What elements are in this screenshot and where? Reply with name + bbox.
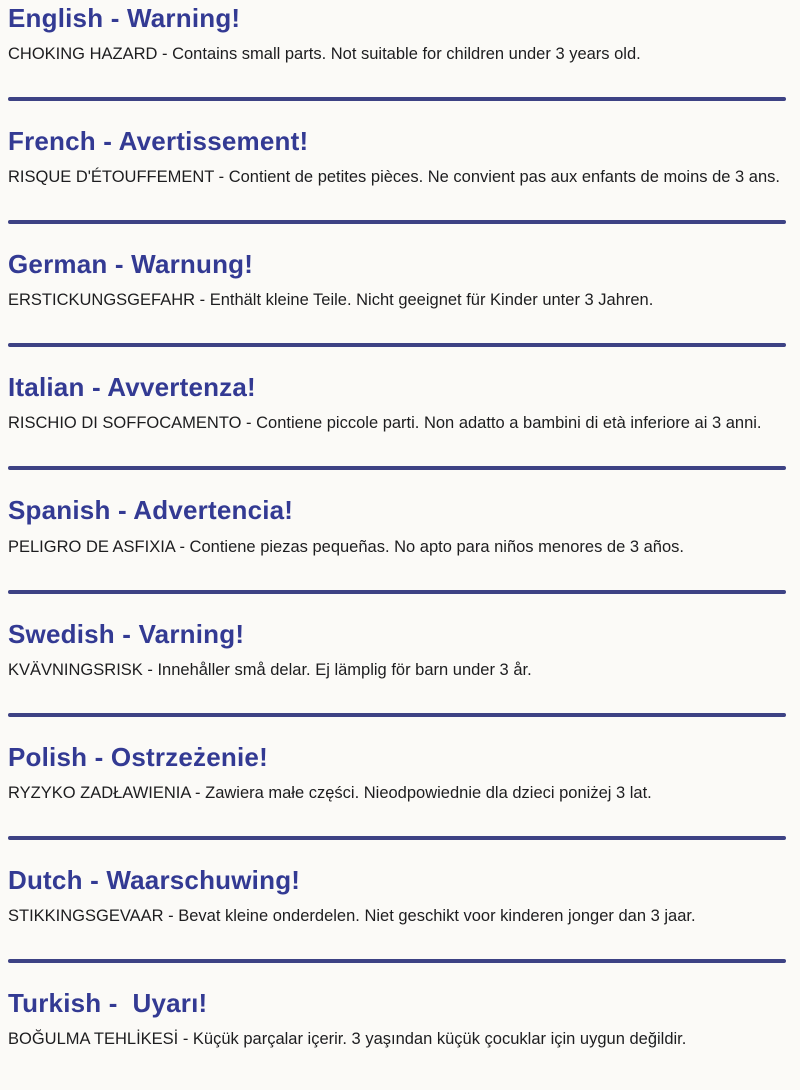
- section-heading-dutch: Dutch - Waarschuwing!: [8, 864, 301, 895]
- section-heading-german: German - Warnung!: [8, 249, 254, 280]
- warning-section-turkish: [8, 989, 788, 1052]
- warning-label-document: [8, 4, 788, 1052]
- section-heading-swedish: Swedish - Varning!: [8, 618, 245, 649]
- section-body-french: RISQUE D'ÉTOUFFEMENT - Contient de petites pièces. Ne convient pas aux enfants de moins de 3 ans.: [8, 168, 780, 187]
- section-body-turkish: BOĞULMA TEHLİKESİ - Küçük parçalar içerir. 3 yaşından küçük çocuklar için uygun değildir.: [8, 1029, 687, 1048]
- section-body-dutch: STIKKINGSGEVAAR - Bevat kleine onderdelen. Niet geschikt voor kinderen jonger dan 3 jaar.: [8, 906, 696, 925]
- section-heading-polish: Polish - Ostrzeżenie!: [8, 741, 268, 772]
- section-divider: [8, 97, 786, 101]
- warning-section-spanish: [8, 496, 788, 559]
- section-body-italian: RISCHIO DI SOFFOCAMENTO - Contiene piccole parti. Non adatto a bambini di età inferiore ai 3 anni.: [8, 414, 762, 433]
- section-divider: [8, 590, 786, 594]
- warning-section-french: [8, 127, 788, 190]
- section-heading-english: English - Warning!: [8, 3, 241, 33]
- section-divider: [8, 343, 786, 347]
- section-divider: [8, 959, 786, 963]
- section-heading-french: French - Avertissement!: [8, 126, 309, 157]
- section-body-spanish: PELIGRO DE ASFIXIA - Contiene piezas pequeñas. No apto para niños menores de 3 años.: [8, 537, 684, 556]
- section-body-german: ERSTICKUNGSGEFAHR - Enthält kleine Teile. Nicht geeignet für Kinder unter 3 Jahren.: [8, 291, 654, 310]
- warning-section-polish: [8, 743, 788, 806]
- section-divider: [8, 836, 786, 840]
- section-divider: [8, 466, 786, 470]
- section-heading-spanish: Spanish - Advertencia!: [8, 495, 294, 526]
- section-body-swedish: KVÄVNINGSRISK - Innehåller små delar. Ej lämplig för barn under 3 år.: [8, 660, 532, 679]
- section-divider: [8, 220, 786, 224]
- section-body-english: CHOKING HAZARD - Contains small parts. Not suitable for children under 3 years old.: [8, 45, 641, 64]
- warning-section-dutch: [8, 866, 788, 929]
- section-heading-turkish: Turkish - Uyarı!: [8, 987, 208, 1018]
- warning-section-english: [8, 4, 788, 67]
- section-body-polish: RYZYKO ZADŁAWIENIA - Zawiera małe części. Nieodpowiednie dla dzieci poniżej 3 lat.: [8, 783, 652, 802]
- warning-section-italian: [8, 373, 788, 436]
- section-divider: [8, 713, 786, 717]
- warning-section-german: [8, 250, 788, 313]
- section-heading-italian: Italian - Avvertenza!: [8, 372, 256, 403]
- warning-section-swedish: [8, 620, 788, 683]
